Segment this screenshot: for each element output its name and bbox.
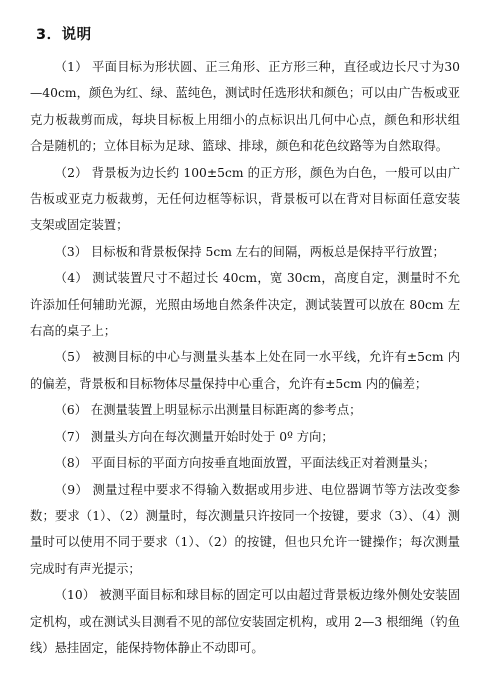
paragraph-6: （6） 在测量装置上明显标示出测量目标距离的参考点； (54, 403, 362, 418)
paragraph-8: （8） 平面目标的平面方向按垂直地面放置，平面法线正对着测量头； (54, 456, 436, 471)
paragraph-2: （2） 背景板为边长约 100±5cm 的正方形，颜色为白色，一般可以由广告板或亚克力板裁剪，无任何边框等标识，背景板可以在背对目标面任意安装支架或固定装置； (30, 165, 460, 233)
paragraph-9: （9） 测量过程中要求不得输入数据或用步进、电位器调节等方法改变参数；要求（1）、（2）测量时，每次测量只许按同一个按键，要求（3）、（4）测量时可以使用不同于要求（1）、（2）的按键，但也只允许一键操作；每次测量完成时有声光提示； (30, 482, 460, 576)
section-heading: 3．说明 (36, 27, 92, 43)
paragraph-7: （7） 测量头方向在每次测量开始时处于 0º 方向； (54, 429, 334, 444)
paragraph-10: （10） 被测平面目标和球目标的固定可以由超过背景板边缘外侧处安装固定机构，或在测试头目测看不见的部位安装固定机构，或用 2—3 根细绳（钓鱼线）悬挂固定，能保持物体静止不动即可。 (30, 588, 460, 655)
paragraph-5: （5） 被测目标的中心与测量头基本上处在同一水平线，允许有±5cm 内的偏差，背景板和目标物体尽量保持中心重合，允许有±5cm 内的偏差； (30, 350, 460, 391)
paragraph-4: （4） 测试装置尺寸不超过长 40cm，宽 30cm，高度自定，测量时不允许添加任何辅助光源，光照由场地自然条件决定，测试装置可以放在 80cm 左右高的桌子上； (30, 271, 460, 339)
paragraph-1: （1） 平面目标为形状圆、正三角形、正方形三种，直径或边长尺寸为30—40cm，颜色为红、绿、蓝纯色，测试时任选形状和颜色；可以由广告板或亚克力板裁剪而成，每块目标板上用细小的点标识出几何中心点，颜色和形状组合是随机的；立体目标为足球、篮球、排球，颜色和花色纹路等为自然取得。 (30, 60, 460, 154)
paragraph-3: （3） 目标板和背景板保持 5cm 左右的间隔，两板总是保持平行放置； (54, 244, 445, 259)
instructions-body (30, 54, 460, 661)
